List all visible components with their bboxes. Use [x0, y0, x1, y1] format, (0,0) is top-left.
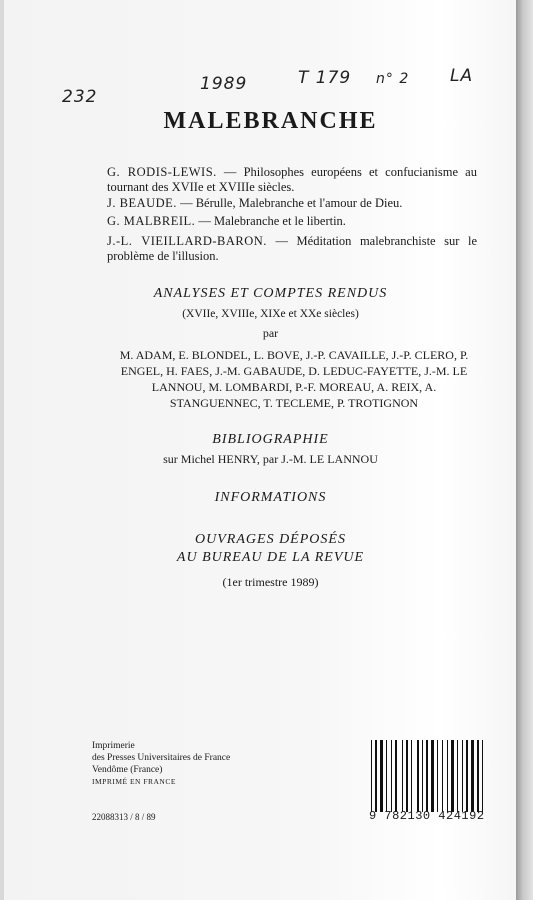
analyses-title: ANALYSES ET COMPTES RENDUS — [153, 286, 388, 301]
printer-line: des Presses Universitaires de France — [92, 753, 231, 763]
barcode-bar — [431, 740, 434, 812]
article-4 — [107, 234, 477, 264]
barcode-bar — [386, 740, 387, 812]
handwritten-initials: LA — [450, 66, 474, 86]
print-code: 22088313 / 8 / 89 — [92, 812, 156, 822]
isbn-barcode — [371, 740, 489, 812]
barcode-bar — [442, 740, 443, 812]
barcode-bar — [444, 740, 446, 812]
barcode-bar — [373, 740, 374, 812]
barcode-bar — [469, 740, 470, 812]
barcode-bar — [451, 740, 454, 812]
reviewers-list: M. ADAM, E. BLONDEL, L. BOVE, J.-P. CAVAILLE, J.-P. CLERO, P. ENGEL, H. FAES, J.-M. GABAUDE, D. LEDUC-FAYETTE, J.-M. LE LANNOU, M. LOMBARDI, P.-F. MOREAU, A. REIX, A. STANGUENNEC, T. TECLEME, P. TROTIGNON — [119, 348, 469, 410]
printer-line: Vendôme (France) — [92, 765, 163, 775]
barcode-bar — [475, 740, 476, 812]
barcode-bar — [462, 740, 463, 812]
barcode-bar — [471, 740, 474, 812]
printer-info — [92, 740, 230, 788]
barcode-bar — [424, 740, 425, 812]
article-2 — [107, 196, 477, 211]
barcode-bar — [435, 740, 436, 812]
barcode-bar — [422, 740, 423, 812]
barcode-bar — [413, 740, 416, 812]
barcode-bar — [439, 740, 441, 812]
ouvrages-title-line1: OUVRAGES DÉPOSÉS — [195, 532, 346, 547]
barcode-bar — [459, 740, 461, 812]
handwritten-issue: n° 2 — [376, 71, 410, 87]
barcode-bar — [402, 740, 403, 812]
barcode-bar — [371, 740, 372, 812]
barcode-bar — [380, 740, 383, 812]
barcode-bar — [480, 740, 481, 812]
article-author: J. BEAUDE. — [107, 196, 177, 210]
barcode-bar — [466, 740, 468, 812]
article-text: — Philosophes européens et confucianisme au tournant des XVIIe et XVIIIe siècles. — [107, 165, 477, 194]
barcode-bar — [411, 740, 412, 812]
barcode-bar — [437, 740, 438, 812]
bibliographie-subtitle: sur Michel HENRY, par J.-M. LE LANNOU — [163, 452, 378, 466]
barcode-bar — [417, 740, 419, 812]
ouvrages-title-line2: AU BUREAU DE LA REVUE — [176, 550, 365, 565]
barcode-bar — [384, 740, 385, 812]
printer-line: IMPRIMÉ EN FRANCE — [92, 777, 176, 786]
article-3 — [107, 214, 477, 229]
handwritten-year: 1989 — [200, 74, 248, 94]
barcode-bar — [447, 740, 448, 812]
barcode-bar — [477, 740, 479, 812]
bibliographie-title: BIBLIOGRAPHIE — [212, 432, 329, 447]
barcode-bar — [429, 740, 430, 812]
informations-title: INFORMATIONS — [214, 490, 327, 505]
article-author: G. MALBREIL. — [107, 214, 196, 228]
article-text: — Bérulle, Malebranche et l'amour de Dieu. — [176, 196, 403, 210]
barcode-bar — [375, 740, 377, 812]
barcode-bar — [406, 740, 408, 812]
analyses-par: par — [262, 326, 279, 340]
barcode-bar — [420, 740, 421, 812]
barcode-bar — [388, 740, 390, 812]
barcode-bar — [449, 740, 450, 812]
barcode-bar — [409, 740, 410, 812]
barcode-bar — [455, 740, 456, 812]
article-author: G. RODIS-LEWIS. — [107, 165, 217, 179]
barcode-bar — [398, 740, 401, 812]
printer-line: Imprimerie — [92, 741, 135, 751]
journal-back-cover — [4, 0, 519, 900]
barcode-bar — [404, 740, 405, 812]
analyses-centuries: (XVIIe, XVIIIe, XIXe et XXe siècles) — [182, 308, 359, 320]
page-edge-shadow — [516, 0, 533, 900]
article-1 — [107, 165, 477, 195]
barcode-bar — [395, 740, 397, 812]
article-text: — Méditation malebranchiste sur le problème de l'illusion. — [107, 234, 477, 263]
ouvrages-period: (1er trimestre 1989) — [222, 575, 319, 589]
page-title: MALEBRANCHE — [163, 108, 378, 134]
barcode-bar — [378, 740, 379, 812]
isbn-number: 9 782130 424192 — [369, 809, 485, 823]
barcode-bar — [457, 740, 458, 812]
barcode-bar — [393, 740, 394, 812]
article-author: J.-L. VIEILLARD-BARON. — [107, 234, 267, 248]
barcode-bar — [464, 740, 465, 812]
handwritten-number: 232 — [62, 87, 98, 107]
handwritten-volume: T 179 — [298, 68, 352, 88]
barcode-bar — [426, 740, 428, 812]
article-text: — Malebranche et le libertin. — [195, 214, 346, 228]
barcode-bar — [391, 740, 392, 812]
barcode-bar — [482, 740, 483, 812]
